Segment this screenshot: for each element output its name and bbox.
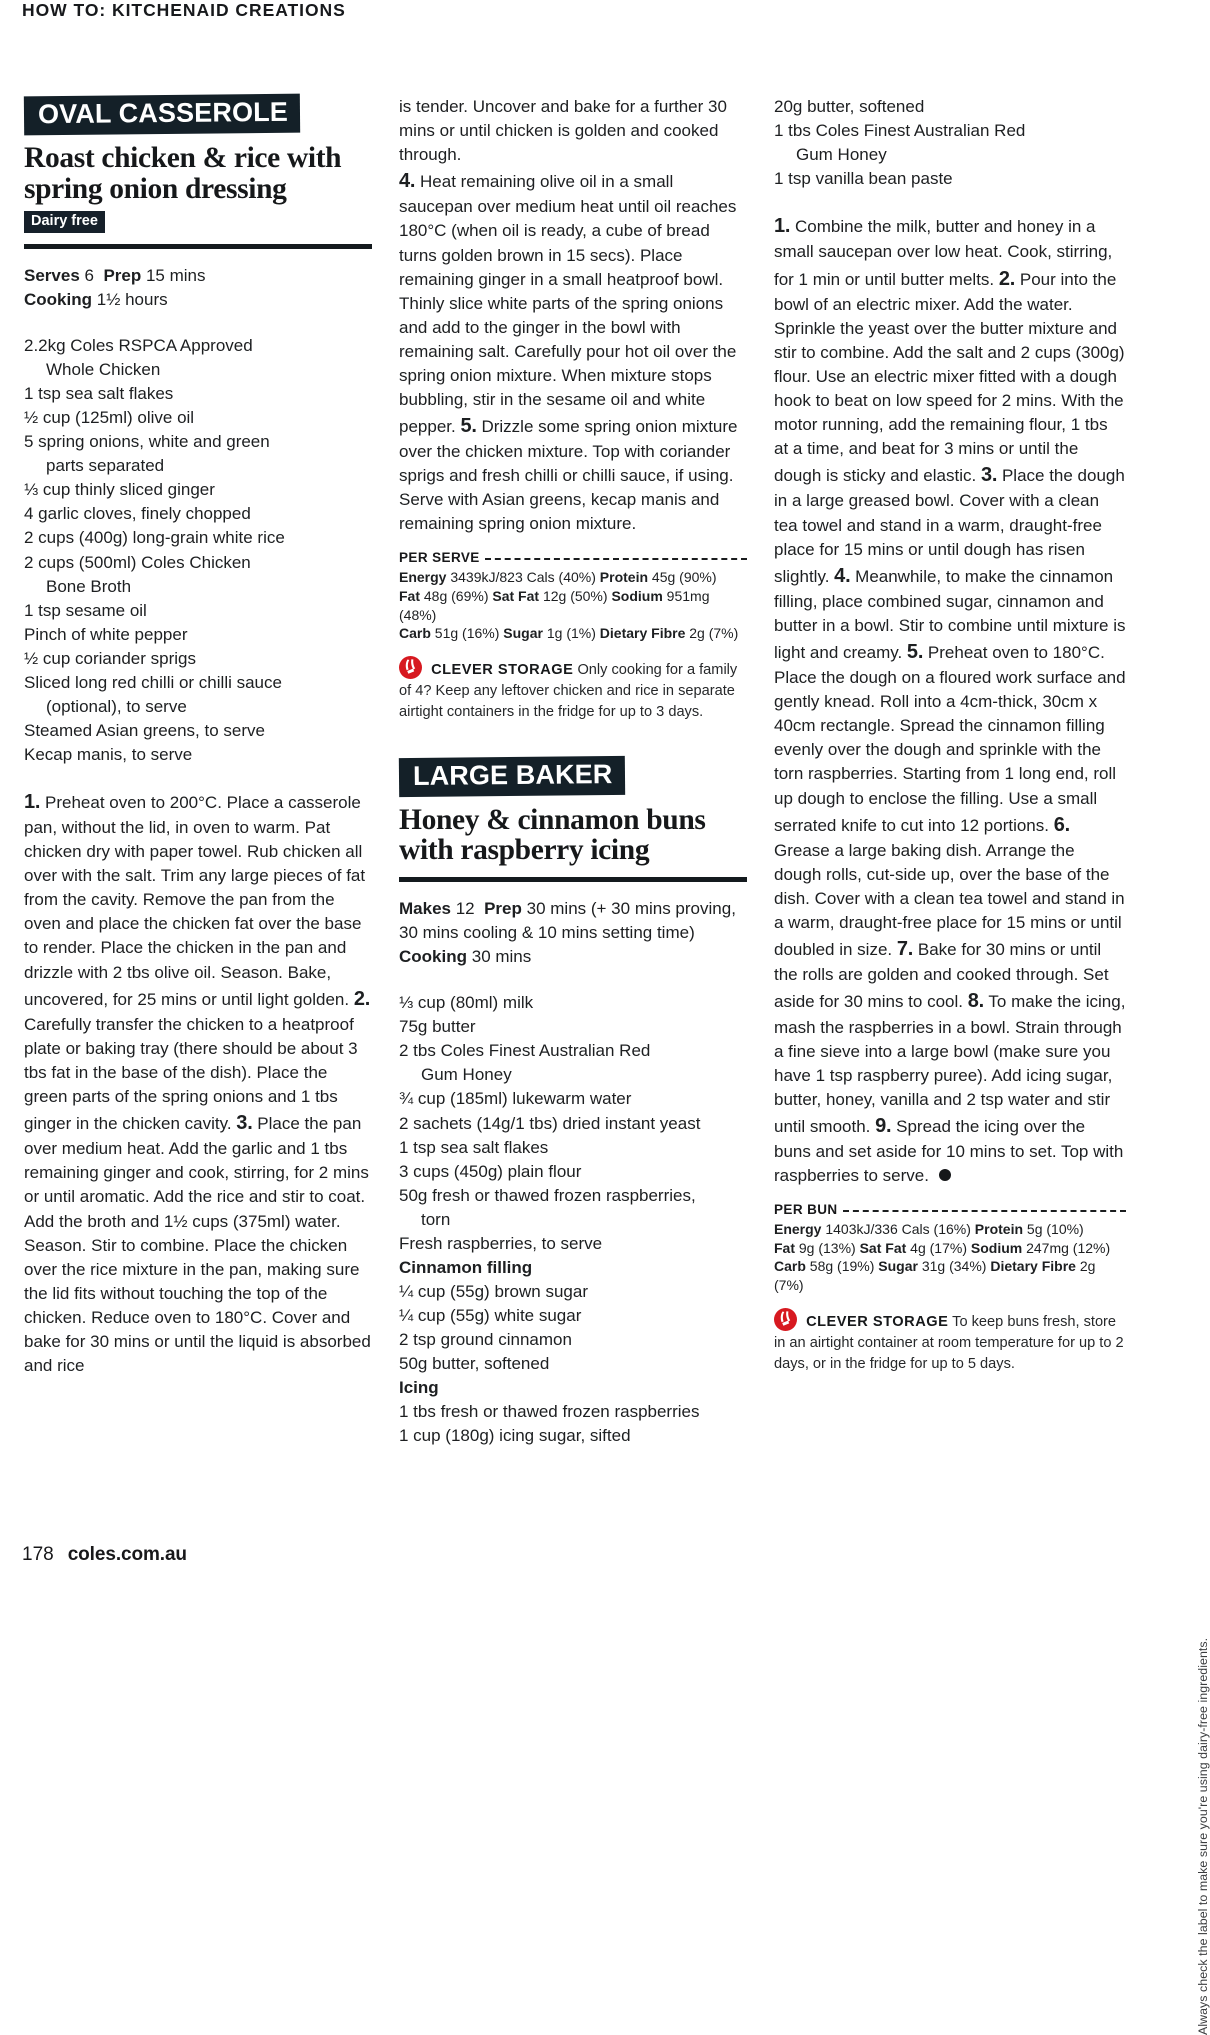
- ingredient-line: 75g butter: [399, 1017, 476, 1037]
- nutrient-value: 48g (69%): [420, 587, 493, 604]
- nutrient-value: 2g (7%): [685, 625, 739, 642]
- step-text: Heat remaining olive oil in a small saucepan over medium heat until oil reaches 180°C (when oil is ready, a cube of bread turns golden brown in 15 secs). Place remaining ginger in a small heatproof bowl. Thinly slice white parts of the spring onions and add to the ginger in the bowl with remaining salt. Carefully pour hot oil over the spring onion mixture. When mixture stops bubbling, stir in the sesame oil and white pepper.: [399, 172, 737, 436]
- step-number: 5.: [906, 640, 924, 663]
- ingredient-line: 2 cups (400g) long-grain white rice: [24, 528, 285, 548]
- ingredient-subhead: Icing: [399, 1378, 439, 1398]
- serves-value: 6: [84, 266, 94, 286]
- nutrient-value: 31g (34%): [917, 1258, 991, 1275]
- step-number: 5.: [460, 414, 477, 437]
- step-text: Pour into the bowl of an electric mixer. Add the water. Sprinkle the yeast over the butter mixture and stir to combine. Add the salt and 2 cups (300g) flour. Use an electric mixer fitted with a dough hook to beat on low speed for 2 mins. With the motor running, add the remaining flour, 1 tbs at a time, and beat for 3 mins or until the dough is sticky and elastic.: [774, 269, 1125, 486]
- recipe1-method-part1: [24, 788, 372, 1378]
- nutrient-name: Fat: [399, 587, 420, 604]
- nutrient-value: 45g (90%): [648, 569, 717, 586]
- nutrient-name: Dietary Fibre: [990, 1258, 1076, 1275]
- step-text: Combine the milk, butter and honey in a small saucepan over low heat. Cook, stirring, for 1 min or until butter melts.: [774, 217, 1113, 289]
- ingredient-line: 50g fresh or thawed frozen raspberries,: [399, 1185, 696, 1205]
- dashed-rule: [485, 558, 747, 560]
- prep-label: Prep: [103, 266, 142, 286]
- recipe2-clever-storage: [774, 1308, 1126, 1375]
- whisk-icon: [399, 656, 422, 679]
- recipe1-divider: [24, 244, 372, 249]
- ingredient-line: 2 sachets (14g/1 tbs) dried instant yeast: [399, 1113, 701, 1133]
- column-1: [24, 95, 372, 1378]
- column-2: [399, 95, 747, 1469]
- nutrition-heading: PER SERVE: [399, 550, 480, 566]
- ingredient-line: 1 cup (180g) icing sugar, sifted: [399, 1426, 631, 1446]
- ingredient-line: ½ cup (125ml) olive oil: [24, 408, 195, 428]
- nutrient-name: Protein: [974, 1221, 1024, 1238]
- step-number: 4.: [399, 170, 416, 193]
- nutrient-name: Protein: [599, 569, 649, 586]
- page-footer: [22, 1544, 187, 1566]
- ingredient-line: 3 cups (450g) plain flour: [399, 1161, 582, 1181]
- nutrient-name: Carb: [399, 625, 431, 642]
- ingredient-line: 50g butter, softened: [399, 1353, 550, 1373]
- nutrient-value: 3439kJ/823 Cals (40%): [446, 569, 600, 586]
- ingredient-line: ¾ cup (185ml) lukewarm water: [399, 1089, 632, 1109]
- serves-label: Serves: [24, 266, 80, 286]
- prep-value: 15 mins: [145, 266, 206, 286]
- step-number: 4.: [834, 564, 851, 587]
- ingredient-line: 4 garlic cloves, finely chopped: [24, 504, 251, 524]
- recipe1-step3-continuation: is tender. Uncover and bake for a further 30 mins or until chicken is golden and cooked through.: [399, 97, 727, 165]
- nutrition-line: [399, 624, 747, 643]
- ingredient-line: 1 tsp vanilla bean paste: [774, 169, 953, 189]
- step-text: Bake for 30 mins or until the rolls are golden and cooked through. Set aside for 30 mins to cool.: [774, 940, 1109, 1012]
- nutrient-name: Fat: [774, 1239, 795, 1256]
- ingredient-line: Sliced long red chilli or chilli sauce: [24, 672, 282, 692]
- recipe1-clever-storage: [399, 656, 747, 723]
- recipe2-method: [774, 212, 1126, 1188]
- end-of-article-mark: [939, 1169, 951, 1181]
- step-number: 7.: [896, 938, 914, 961]
- nutrient-value: 9g (13%): [795, 1239, 860, 1256]
- ingredient-line: torn: [421, 1209, 451, 1229]
- nutrient-name: Dietary Fibre: [599, 625, 686, 642]
- method-body: [24, 788, 372, 1378]
- ingredient-line: 1 tsp sea salt flakes: [24, 384, 174, 404]
- recipe2-divider: [399, 877, 747, 882]
- ingredient-line: 2 tbs Coles Finest Australian Red: [399, 1041, 651, 1061]
- nutrition-line: [399, 568, 747, 587]
- ingredient-line: Kecap manis, to serve: [24, 744, 193, 764]
- nutrient-name: Carb: [774, 1258, 806, 1275]
- column-3: [774, 95, 1126, 1375]
- ingredient-line: 1 tsp sea salt flakes: [399, 1137, 549, 1157]
- ingredient-line: 20g butter, softened: [774, 97, 925, 116]
- nutrient-name: Sat Fat: [859, 1239, 907, 1256]
- website-url: coles.com.au: [67, 1544, 187, 1565]
- recipe1-method-part2: [399, 167, 747, 536]
- cooking-label: Cooking: [24, 290, 92, 310]
- recipe2-kicker-badge: LARGE BAKER: [399, 756, 625, 797]
- step-text: Preheat oven to 200°C. Place a casserole pan, without the lid, in oven to warm. Pat chicken dry with paper towel. Rub chicken all over with the salt. Trim any large pieces of fat from the cavity. Remove the pan from the oven and place the chicken fat over the base to render. Place the chicken in the pan and drizzle with 2 tbs olive oil. Season. Bake, uncovered, for 25 mins or until light golden.: [24, 792, 366, 1009]
- nutrition-line: [774, 1257, 1126, 1294]
- dashed-rule-2: [843, 1210, 1126, 1212]
- ingredient-line: 5 spring onions, white and green: [24, 432, 270, 452]
- nutrient-name: Energy: [774, 1221, 822, 1238]
- nutrient-value: 51g (16%): [430, 625, 504, 642]
- step-text: Meanwhile, to make the cinnamon filling, place combined sugar, cinnamon and butter in a bowl. Stir to combine until mixture is light and creamy.: [774, 566, 1126, 662]
- ingredient-subhead: Cinnamon filling: [399, 1257, 533, 1277]
- nutrient-value: 1g (1%): [542, 625, 600, 642]
- ingredient-line: (optional), to serve: [46, 696, 187, 716]
- recipe2-ingredients-part1: [399, 991, 747, 1448]
- cooking-value: 1½ hours: [96, 290, 168, 310]
- ingredient-line: Pinch of white pepper: [24, 624, 188, 644]
- makes-label: Makes: [399, 899, 451, 919]
- recipe1-ingredients: [24, 334, 372, 767]
- step-text: Place the dough in a large greased bowl. Cover with a clean tea towel and stand in a warm, draught-free place for 15 mins or until dough has risen slightly.: [774, 466, 1125, 586]
- recipe1-dietary-tag: Dairy free: [24, 211, 105, 233]
- ingredient-line: 2.2kg Coles RSPCA Approved: [24, 336, 253, 356]
- running-head: HOW TO: KITCHENAID CREATIONS: [22, 0, 346, 20]
- step-number: 1.: [24, 790, 41, 813]
- step-number: 2.: [998, 267, 1016, 290]
- recipe1-kicker-badge: OVAL CASSEROLE: [24, 94, 300, 136]
- step-text: Spread the icing over the buns and set aside for 10 mins to set. Top with raspberries to serve.: [774, 1116, 1124, 1186]
- ingredient-line: Fresh raspberries, to serve: [399, 1233, 603, 1253]
- recipe2-meta: [399, 897, 747, 969]
- nutrient-value: 951mg (48%): [399, 587, 710, 623]
- ingredient-line: Gum Honey: [421, 1065, 512, 1085]
- side-note: Always check the label to make sure you're using dairy-free ingredients.: [1196, 1637, 1210, 2035]
- ingredient-line: ¼ cup (55g) white sugar: [399, 1305, 582, 1325]
- nutrient-value: 4g (17%): [906, 1239, 971, 1256]
- ingredient-line: Steamed Asian greens, to serve: [24, 720, 265, 740]
- ingredient-line: 2 cups (500ml) Coles Chicken: [24, 552, 251, 572]
- recipe2-title: Honey & cinnamon buns with raspberry icing: [399, 803, 706, 867]
- ingredient-line: 1 tbs Coles Finest Australian Red: [774, 121, 1026, 141]
- nutrition-line: [399, 587, 747, 624]
- prep-value-2: 30 mins (+ 30 mins proving, 30 mins cooling & 10 mins setting time): [399, 899, 736, 943]
- makes-value: 12: [455, 899, 475, 919]
- cooking-label-2: Cooking: [399, 947, 467, 967]
- nutrient-value: 2g (7%): [774, 1258, 1096, 1294]
- cooking-value-2: 30 mins: [471, 947, 532, 967]
- nutrient-name: Sugar: [878, 1258, 918, 1275]
- recipe2-nutrition-panel: [774, 1202, 1126, 1294]
- nutrition-heading-row: [399, 550, 747, 565]
- ingredient-line: 1 tbs fresh or thawed frozen raspberries: [399, 1402, 700, 1422]
- nutrition-values-2: [774, 1220, 1126, 1294]
- nutrient-name: Sat Fat: [492, 587, 540, 604]
- nutrient-value: 247mg (12%): [1022, 1239, 1111, 1256]
- nutrient-name: Energy: [399, 569, 447, 586]
- step-text: Preheat oven to 180°C. Place the dough on a floured work surface and gently knead. Roll into a 4cm-thick, 30cm x 40cm rectangle. Spread the cinnamon filling evenly over the dough and sprinkle with the torn raspberries. Starting from 1 long end, roll up dough to enclose the filling. Use a small serrated knife to cut into 12 portions.: [774, 642, 1126, 835]
- nutrient-value: 5g (10%): [1023, 1221, 1084, 1238]
- nutrient-value: 1403kJ/336 Cals (16%): [821, 1221, 975, 1238]
- ingredient-line: Bone Broth: [46, 576, 132, 596]
- clever-storage-text: Only cooking for a family of 4? Keep any leftover chicken and rice in separate airtight containers in the fridge for up to 3 days.: [399, 661, 738, 720]
- nutrient-name: Sugar: [503, 625, 543, 642]
- step-text: Grease a large baking dish. Arrange the dough rolls, cut-side up, over the base of the dish. Cover with a clean tea towel and stand in a warm, draught-free place for 15 mins or until doubled in size.: [774, 840, 1125, 960]
- clever-storage-label: CLEVER STORAGE: [431, 661, 574, 678]
- step-number: 8.: [967, 990, 984, 1013]
- prep-label-2: Prep: [484, 899, 522, 919]
- recipe1-meta: [24, 264, 372, 312]
- nutrient-name: Sodium: [970, 1239, 1023, 1256]
- ingredient-line: parts separated: [46, 456, 165, 476]
- nutrient-name: Sodium: [611, 587, 663, 604]
- step-number: 1.: [774, 215, 791, 238]
- step-number: 3.: [980, 464, 998, 487]
- step-text: Drizzle some spring onion mixture over the chicken mixture. Top with coriander sprigs and fresh chilli or chilli sauce, if using. Serve with Asian greens, kecap manis and remaining spring onion mixture.: [399, 416, 738, 534]
- page-number: 178: [22, 1544, 54, 1565]
- nutrition-heading-row-2: [774, 1202, 1126, 1217]
- step-text: To make the icing, mash the raspberries in a bowl. Strain through a fine sieve into a large bowl (make sure you have 1 tsp raspberry puree). Add icing sugar, butter, honey, vanilla and 2 tsp water and stir until smooth.: [774, 992, 1126, 1136]
- ingredient-line: ⅓ cup (80ml) milk: [399, 993, 534, 1013]
- nutrition-line: [774, 1239, 1126, 1258]
- ingredient-line: Whole Chicken: [46, 360, 161, 380]
- ingredient-line: Gum Honey: [796, 145, 887, 165]
- method-body: [774, 212, 1126, 1188]
- step-number: 2.: [353, 987, 371, 1010]
- step-number: 3.: [236, 1112, 253, 1135]
- ingredient-line: 2 tsp ground cinnamon: [399, 1329, 572, 1349]
- step-text: Place the pan over medium heat. Add the garlic and 1 tbs remaining ginger and cook, stirring, for 2 mins or until aromatic. Add the rice and stir to coat. Add the broth and 1½ cups (375ml) water. Season. Stir to combine. Place the chicken over the rice mixture in the pan, making sure the lid fits without touching the top of the chicken. Reduce oven to 180°C. Cover and bake for 30 mins or until the liquid is absorbed and rice: [24, 1114, 371, 1375]
- nutrition-line: [774, 1220, 1126, 1239]
- recipe2-ingredients-part2: [774, 95, 1126, 191]
- step-number: 9.: [875, 1114, 892, 1137]
- whisk-icon-2: [774, 1308, 797, 1331]
- clever-storage-label-2: CLEVER STORAGE: [806, 1313, 949, 1330]
- nutrient-value: 58g (19%): [805, 1258, 879, 1275]
- recipe1-nutrition-panel: [399, 550, 747, 642]
- clever-storage-text-2: To keep buns fresh, store in an airtight container at room temperature for up to 2 days, or in the fridge for up to 5 days.: [774, 1313, 1124, 1372]
- ingredient-line: ⅓ cup thinly sliced ginger: [24, 480, 215, 500]
- ingredient-line: ¼ cup (55g) brown sugar: [399, 1281, 588, 1301]
- step-text: Carefully transfer the chicken to a heatproof plate or baking tray (there should be about 3 tbs fat in the base of the dish). Place the green parts of the spring onions and 1 tbs ginger in the chicken cavity.: [24, 1014, 358, 1134]
- recipe1-title: Roast chicken & rice with spring onion dressing: [24, 142, 342, 205]
- ingredient-line: ½ cup coriander sprigs: [24, 648, 196, 668]
- nutrition-heading-2: PER BUN: [774, 1202, 838, 1218]
- nutrition-values: [399, 568, 747, 642]
- ingredient-line: 1 tsp sesame oil: [24, 600, 147, 620]
- nutrient-value: 12g (50%): [539, 587, 612, 604]
- method-body: [399, 167, 747, 536]
- step-number: 6.: [1053, 813, 1070, 836]
